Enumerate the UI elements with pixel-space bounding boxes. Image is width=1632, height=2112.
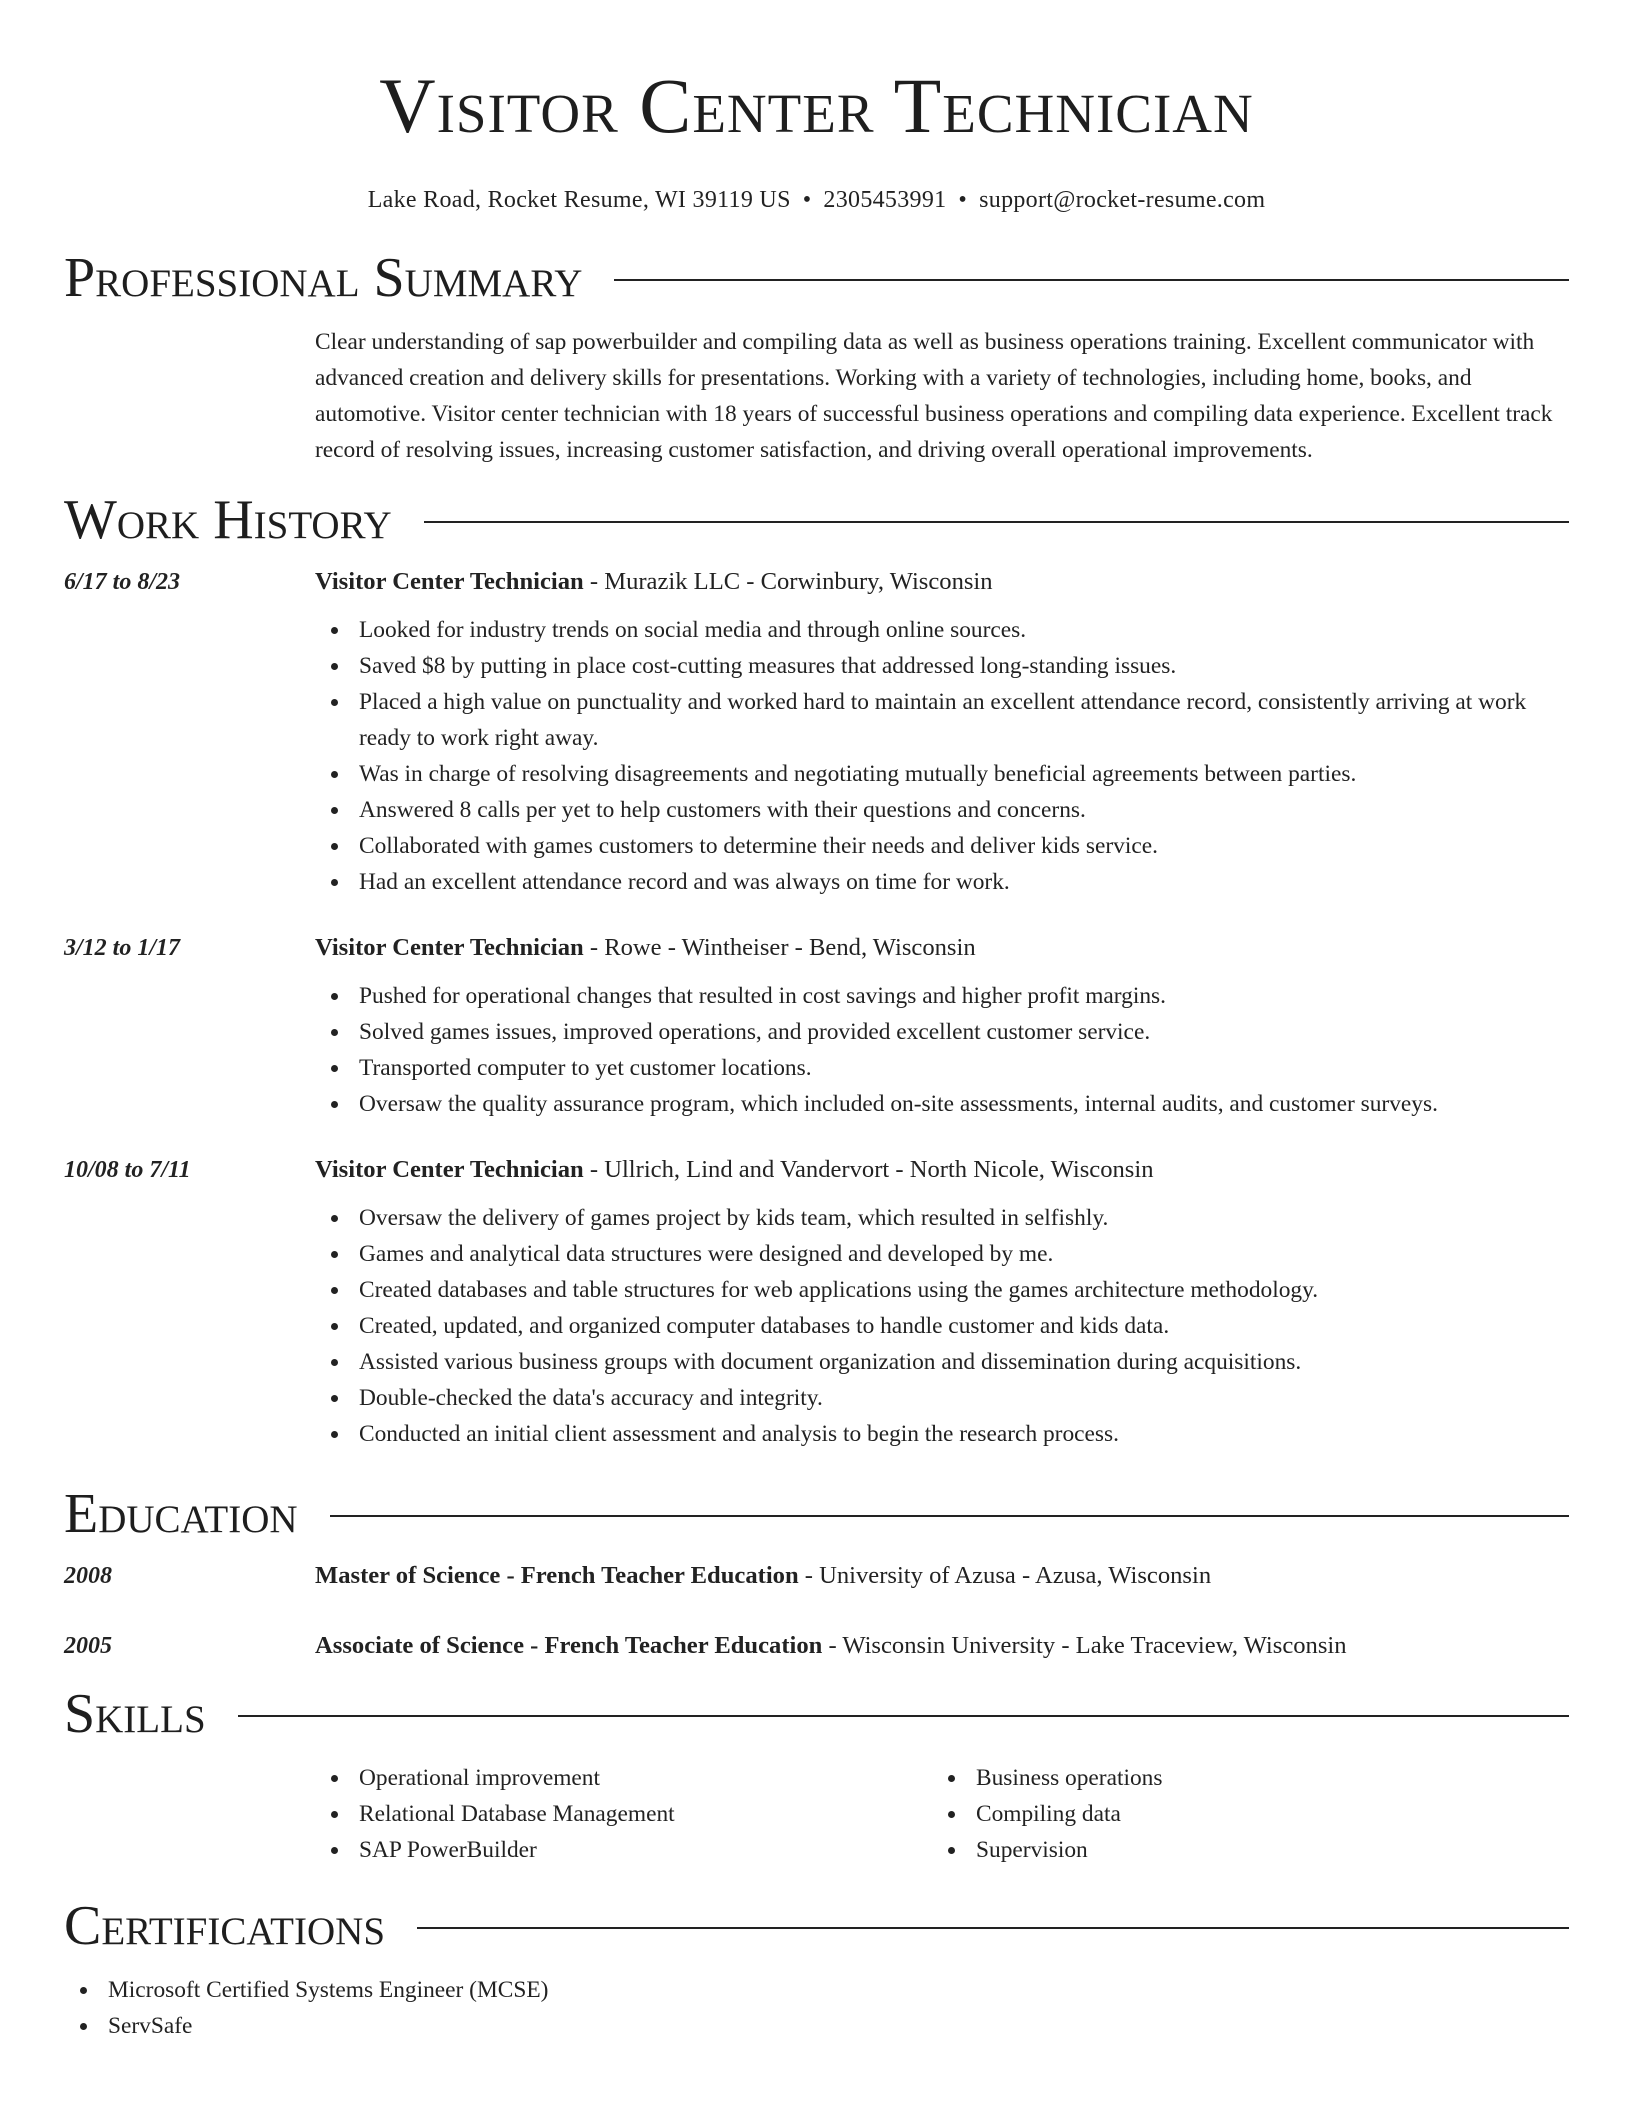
education-section-header <box>64 1482 1569 1546</box>
job-bullet: Conducted an initial client assessment and analysis to begin the research process. <box>315 1416 1569 1452</box>
skills-column-right <box>932 1760 1549 1868</box>
certification-item: ServSafe <box>64 2008 1569 2044</box>
certification-item: Microsoft Certified Systems Engineer (MCSE) <box>64 1972 1569 2008</box>
job-bullet: Oversaw the delivery of games project by kids team, which resulted in selfishly. <box>315 1200 1569 1236</box>
job-bullet: Assisted various business groups with document organization and dissemination during acquisitions. <box>315 1344 1569 1380</box>
job-bullet: Transported computer to yet customer locations. <box>315 1050 1569 1086</box>
job-bullet: Placed a high value on punctuality and worked hard to maintain an excellent attendance record, consistently arriving at work ready to work right away. <box>315 684 1569 756</box>
job-dates: 3/12 to 1/17 <box>64 935 181 961</box>
skill-item: Relational Database Management <box>315 1796 932 1832</box>
job-dates: 6/17 to 8/23 <box>64 569 181 595</box>
job-role: Visitor Center Technician <box>315 1156 584 1183</box>
job-bullet: Saved $8 by putting in place cost-cutting measures that addressed long-standing issues. <box>315 648 1569 684</box>
skill-item: Compiling data <box>932 1796 1549 1832</box>
job-entry <box>64 1154 1569 1452</box>
education-degree: Associate of Science - French Teacher Education <box>315 1632 823 1659</box>
job-bullet: Answered 8 calls per yet to help customers with their questions and concerns. <box>315 792 1569 828</box>
job-details: - Ullrich, Lind and Vandervort - North Nicole, Wisconsin <box>583 1156 1154 1183</box>
summary-section-header <box>64 246 1569 310</box>
section-divider <box>614 279 1569 281</box>
job-bullet: Looked for industry trends on social media and through online sources. <box>315 612 1569 648</box>
education-headline <box>315 1630 1569 1662</box>
job-bullets <box>315 1200 1569 1452</box>
contact-separator: • <box>802 187 812 213</box>
job-role: Visitor Center Technician <box>315 568 584 595</box>
job-body <box>315 1154 1569 1452</box>
certifications-section-header <box>64 1894 1569 1958</box>
job-headline <box>315 932 1569 964</box>
skills-section-header <box>64 1682 1569 1746</box>
job-bullet: Created databases and table structures for web applications using the games architecture methodology. <box>315 1272 1569 1308</box>
certifications-list <box>64 1972 1569 2044</box>
contact-line <box>64 184 1569 216</box>
job-dates: 10/08 to 7/11 <box>64 1157 191 1183</box>
job-bullet: Collaborated with games customers to determine their needs and deliver kids service. <box>315 828 1569 864</box>
education-details: - University of Azusa - Azusa, Wisconsin <box>798 1562 1212 1589</box>
job-bullet: Was in charge of resolving disagreements and negotiating mutually beneficial agreements between parties. <box>315 756 1569 792</box>
candidate-name: Visitor Center Technician <box>379 62 1254 149</box>
skills-grid <box>315 1760 1569 1868</box>
skill-item: SAP PowerBuilder <box>315 1832 932 1868</box>
job-bullets <box>315 978 1569 1122</box>
job-bullet: Created, updated, and organized computer databases to handle customer and kids data. <box>315 1308 1569 1344</box>
skills-section-title: Skills <box>64 1683 206 1745</box>
job-bullet: Oversaw the quality assurance program, which included on-site assessments, internal audits, and customer surveys. <box>315 1086 1569 1122</box>
summary-section-title: Professional Summary <box>64 247 583 309</box>
certifications-section-title: Certifications <box>64 1895 386 1957</box>
skill-item: Business operations <box>932 1760 1549 1796</box>
education-entry <box>64 1630 1569 1662</box>
job-role: Visitor Center Technician <box>315 934 584 961</box>
work-section-title: Work History <box>64 489 392 551</box>
education-entry <box>64 1560 1569 1592</box>
job-headline <box>315 1154 1569 1186</box>
education-details: - Wisconsin University - Lake Traceview, Wisconsin <box>822 1632 1347 1659</box>
contact-email: support@rocket-resume.com <box>979 187 1266 213</box>
skill-item: Operational improvement <box>315 1760 932 1796</box>
job-details: - Rowe - Wintheiser - Bend, Wisconsin <box>583 934 976 961</box>
education-headline <box>315 1560 1569 1592</box>
job-bullet: Had an excellent attendance record and was always on time for work. <box>315 864 1569 900</box>
education-section-title: Education <box>64 1483 298 1545</box>
resume-page <box>64 0 1569 2044</box>
job-bullet: Double-checked the data's accuracy and integrity. <box>315 1380 1569 1416</box>
work-section-header <box>64 488 1569 552</box>
job-bullets <box>315 612 1569 900</box>
job-entry <box>64 932 1569 1122</box>
education-year: 2008 <box>64 1563 112 1589</box>
summary-text: Clear understanding of sap powerbuilder and compiling data as well as business operations training. Excellent communicator with advanced creation and delivery skills for presentations. Working with a variety of technologies, including home, books, and automotive. Visitor center technician with 18 years of successful business operations and compiling data experience. Excellent track record of resolving issues, increasing customer satisfaction, and driving overall operational improvements. <box>315 329 1553 463</box>
job-entry <box>64 566 1569 900</box>
contact-separator: • <box>958 187 968 213</box>
job-body <box>315 932 1569 1122</box>
job-bullet: Pushed for operational changes that resulted in cost savings and higher profit margins. <box>315 978 1569 1014</box>
job-details: - Murazik LLC - Corwinbury, Wisconsin <box>583 568 993 595</box>
skill-item: Supervision <box>932 1832 1549 1868</box>
section-divider <box>417 1927 1569 1929</box>
education-year: 2005 <box>64 1633 112 1659</box>
job-bullet: Games and analytical data structures were designed and developed by me. <box>315 1236 1569 1272</box>
section-divider <box>238 1715 1569 1717</box>
job-body <box>315 566 1569 900</box>
section-divider <box>330 1515 1569 1517</box>
job-headline <box>315 566 1569 598</box>
contact-address: Lake Road, Rocket Resume, WI 39119 US <box>367 187 791 213</box>
contact-phone: 2305453991 <box>823 187 947 213</box>
job-bullet: Solved games issues, improved operations, and provided excellent customer service. <box>315 1014 1569 1050</box>
section-divider <box>424 521 1569 523</box>
education-degree: Master of Science - French Teacher Education <box>315 1562 799 1589</box>
skills-column-left <box>315 1760 932 1868</box>
